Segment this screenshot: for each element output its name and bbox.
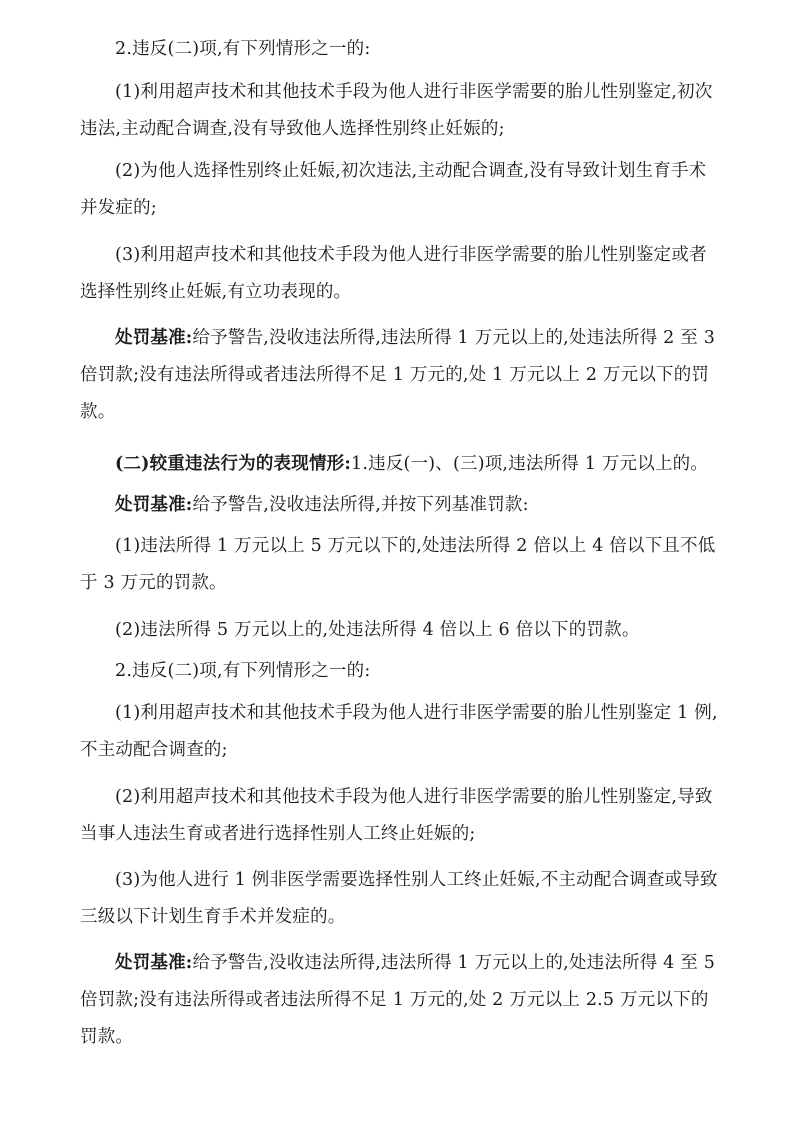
paragraph-lead: 处罚基准: (115, 953, 193, 973)
paragraph-case-2 (80, 153, 720, 227)
paragraph-serious-case-2 (80, 779, 720, 853)
paragraph-lead: 处罚基准: (115, 328, 193, 348)
paragraph-text: 给予警告,没收违法所得,违法所得 1 万元以上的,处违法所得 4 至 5 倍罚款;没有违法所得或者违法所得不足 1 万元的,处 2 万元以上 2.5 万元以下的罚款。 (80, 953, 716, 1047)
paragraph-serious-case-1 (80, 695, 720, 769)
paragraph-text: (1)利用超声技术和其他技术手段为他人进行非医学需要的胎儿性别鉴定,初次违法,主动配合调查,没有导致他人选择性别终止妊娠的; (80, 82, 713, 139)
paragraph-text: (3)利用超声技术和其他技术手段为他人进行非医学需要的胎儿性别鉴定或者选择性别终止妊娠,有立功表现的。 (80, 245, 707, 302)
paragraph-text: 给予警告,没收违法所得,违法所得 1 万元以上的,处违法所得 2 至 3 倍罚款;没有违法所得或者违法所得不足 1 万元的,处 1 万元以上 2 万元以下的罚款。 (80, 328, 716, 422)
paragraph-item-2-intro (80, 31, 720, 68)
paragraph-case-3 (80, 237, 720, 311)
paragraph-text: (2)违法所得 5 万元以上的,处违法所得 4 倍以上 6 倍以下的罚款。 (115, 620, 640, 640)
paragraph-text: (2)利用超声技术和其他技术手段为他人进行非医学需要的胎儿性别鉴定,导致当事人违法生育或者进行选择性别人工终止妊娠的; (80, 787, 713, 844)
paragraph-text: 2.违反(二)项,有下列情形之一的: (115, 39, 371, 59)
paragraph-case-1 (80, 74, 720, 148)
paragraph-penalty-standard-1 (80, 320, 720, 431)
paragraph-fine-rule-2 (80, 612, 720, 649)
paragraph-item-2-serious-intro (80, 653, 720, 690)
paragraph-lead: (二)较重违法行为的表现情形: (115, 454, 352, 474)
paragraph-serious-case-3 (80, 862, 720, 936)
paragraph-text: (1)利用超声技术和其他技术手段为他人进行非医学需要的胎儿性别鉴定 1 例,不主动配合调查的; (80, 703, 718, 760)
paragraph-text: (1)违法所得 1 万元以上 5 万元以下的,处违法所得 2 倍以上 4 倍以下且不低于 3 万元的罚款。 (80, 536, 716, 593)
paragraph-fine-rule-1 (80, 528, 720, 602)
paragraph-text: (2)为他人选择性别终止妊娠,初次违法,主动配合调查,没有导致计划生育手术并发症的; (80, 161, 707, 218)
paragraph-serious-violation-heading (80, 446, 720, 483)
paragraph-text: (3)为他人进行 1 例非医学需要选择性别人工终止妊娠,不主动配合调查或导致三级以下计划生育手术并发症的。 (80, 870, 718, 927)
paragraph-text: 给予警告,没收违法所得,并按下列基准罚款: (192, 495, 529, 515)
paragraph-penalty-standard-2 (80, 487, 720, 524)
paragraph-text: 1.违反(一)、(三)项,违法所得 1 万元以上的。 (351, 454, 709, 474)
paragraph-lead: 处罚基准: (115, 495, 193, 515)
paragraph-text: 2.违反(二)项,有下列情形之一的: (115, 661, 371, 681)
paragraph-penalty-standard-3 (80, 945, 720, 1056)
